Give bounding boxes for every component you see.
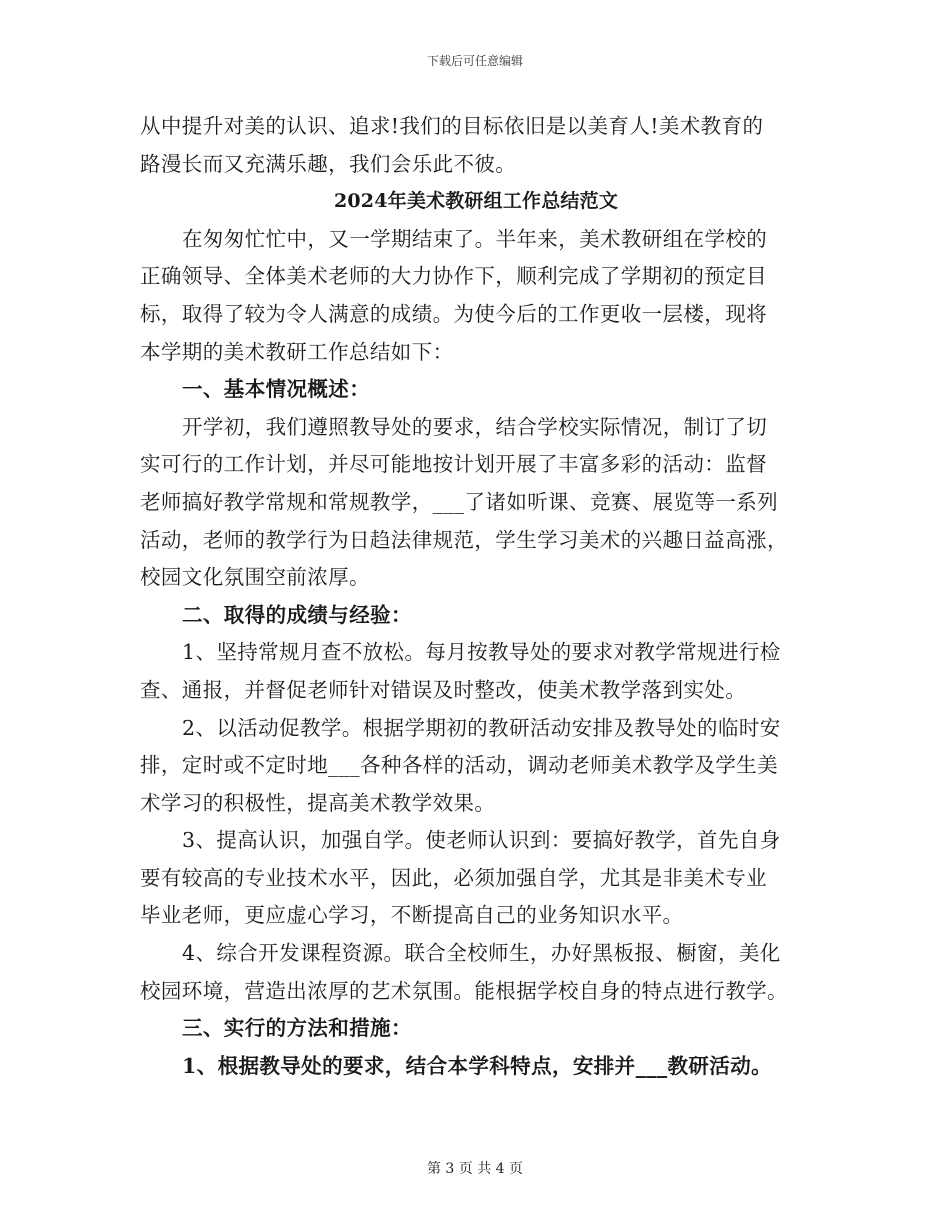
- body-line: 毕业老师，更应虚心学习，不断提高自己的业务知识水平。: [140, 903, 684, 928]
- body-line: 正确领导、全体美术老师的大力协作下，顺利完成了学期初的预定目: [140, 264, 767, 289]
- section-heading: 1、根据教导处的要求，结合本学科特点，安排并___教研活动。: [182, 1053, 773, 1078]
- document-title: 2024年美术教研组工作总结范文: [333, 190, 619, 213]
- section-heading: 三、实行的方法和措施：: [182, 1016, 412, 1041]
- paragraph-line: 开学初，我们遵照教导处的要求，结合学校实际情况，制订了切: [182, 414, 768, 439]
- body-line: 排，定时或不定时地___各种各样的活动，调动老师美术教学及学生美: [140, 753, 779, 778]
- body-line: 从中提升对美的认识、追求!我们的目标依旧是以美育人!美术教育的: [140, 114, 764, 138]
- body-line: 本学期的美术教研工作总结如下：: [140, 339, 454, 364]
- section-heading: 一、基本情况概述：: [182, 377, 371, 402]
- body-line: 校园文化氛围空前浓厚。: [140, 565, 370, 590]
- body-line: 实可行的工作计划，并尽可能地按计划开展了丰富多彩的活动：监督: [140, 452, 767, 477]
- body-line: 路漫长而又充满乐趣，我们会乐此不彼。: [140, 151, 517, 176]
- document-body: [140, 108, 812, 1085]
- section-heading: 二、取得的成绩与经验：: [182, 602, 412, 627]
- page-number: 第 3 页 共 4 页: [426, 1161, 524, 1177]
- paragraph-line: 2、以活动促教学。根据学期初的教研活动安排及教导处的临时安: [182, 715, 781, 740]
- body-line: 术学习的积极性，提高美术教学效果。: [140, 790, 496, 815]
- paragraph-line: 3、提高认识，加强自学。使老师认识到：要搞好教学，首先自身: [182, 828, 781, 853]
- paragraph-line: 在匆匆忙忙中，又一学期结束了。半年来，美术教研组在学校的: [182, 226, 768, 251]
- paragraph-line: 1、坚持常规月查不放松。每月按教导处的要求对教学常规进行检: [182, 640, 781, 665]
- page-header-note: 下载后可任意编辑: [426, 54, 523, 68]
- paragraph-line: 4、综合开发课程资源。联合全校师生，办好黑板报、橱窗，美化: [182, 941, 781, 966]
- body-line: 查、通报，并督促老师针对错误及时整改，使美术教学落到实处。: [140, 677, 747, 702]
- body-line: 活动，老师的教学行为日趋法律规范，学生学习美术的兴趣日益高涨，: [140, 527, 788, 552]
- body-line: 标，取得了较为令人满意的成绩。为使今后的工作更收一层楼，现将: [140, 301, 767, 326]
- body-line: 校园环境，营造出浓厚的艺术氛围。能根据学校自身的特点进行教学。: [140, 978, 788, 1003]
- body-line: 要有较高的专业技术水平，因此，必须加强自学，尤其是非美术专业: [140, 865, 767, 890]
- body-line: 老师搞好教学常规和常规教学，___了诸如听课、竞赛、展览等一系列: [140, 489, 779, 514]
